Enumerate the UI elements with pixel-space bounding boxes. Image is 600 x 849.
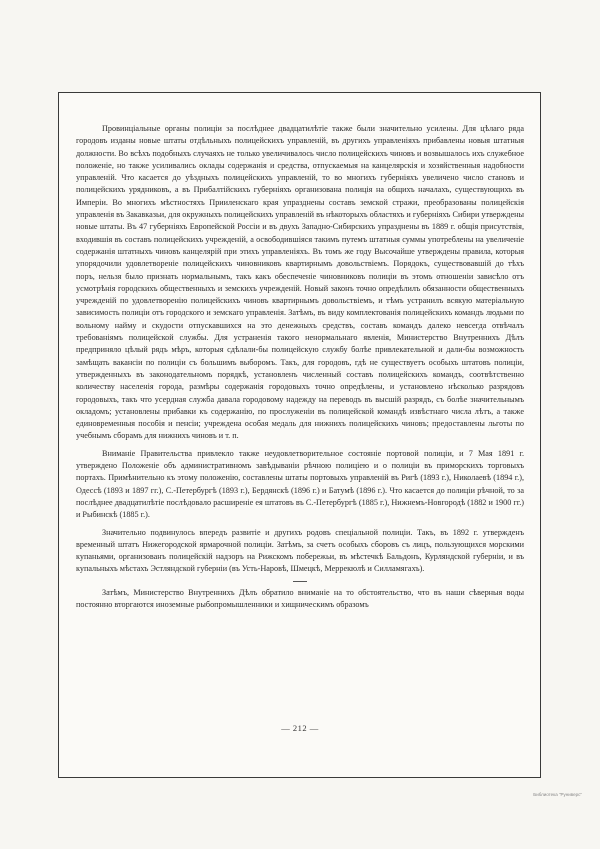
paragraph-special-police: Значительно подвинулось впередъ развитіе и другихъ родовъ спеціальной полиціи. Такъ, въ 1892 г. утвержденъ временный штатъ Нижегородской ярмарочной полиціи. Затѣмъ, за счетъ особыхъ сборовъ съ лицъ, пользующихся морскими купаньями, организованъ полицейскій надзоръ на Рижскомъ побережьи, въ мѣстечкѣ Бальдонъ, Курляндской губерніи, и въ купальныхъ мѣстахъ Эстляндской губерніи (въ Усть-Наровѣ, Шмецкѣ, Меррекюлѣ и Силламягахъ). — [76, 527, 524, 574]
paragraph-northern-waters: Затѣмъ, Министерство Внутреннихъ Дѣлъ обратило вниманіе на то обстоятельство, что въ наши сѣверныя воды постоянно вторгаются иноземные рыбопромышленники и хищническимъ образомъ — [76, 587, 524, 609]
paragraph-provincial-police: Провинціальные органы полиціи за послѣднее двадцатилѣтіе также были значительно усилены. Для цѣлаго ряда городовъ изданы новые штаты отдѣльныхъ полицейскихъ управленій, въ другихъ управленіяхъ прибавлены новыя штатныя должности. Во всѣхъ подобныхъ случаяхъ не только увеличивалось число полицейскихъ чиновъ и возвышалось ихъ служебное положеніе, но также усиливались оклады содержанія и средства, отпускаемыя на канцелярскія и хозяйственныя надобности управленій. Что касается до уѣздныхъ полицейскихъ управленій, то во многихъ губерніяхъ увеличено число становъ и полицейскихъ урядниковъ, а въ Прибалтійскихъ губерніяхъ организована полиція на общихъ началахъ, существующихъ въ Имперіи. Во многихъ мѣстностяхъ Прииленскаго края упразднены составъ земской стражи, преобразованы полицейскія управленія въ Закавказьи, для окружныхъ полицейскихъ управленій въ нѣкоторыхъ областяхъ и губерніяхъ Сибири утверждены новые штаты. Въ 47 губерніяхъ Европейской Россіи и въ двухъ Западно-Сибирскихъ упразднены въ 1889 г. общія присутствія, входившія въ составъ полицейскихъ учрежденій, а освободившіяся такимъ путемъ штатныя суммы употреблены на увеличеніе содержанія штатныхъ чиновъ канцелярій при этихъ управленіяхъ. Въ томъ же году Высочайше утверждены правила, которыя упорядочили удовлетвореніе полицейскихъ чиновниковъ квартирнымъ довольствіемъ. Порядокъ, существовавшій до тѣхъ поръ, нельзя было признать нормальнымъ, такъ какъ обеспеченіе чиновниковъ полиціи въ этомъ отношеніи зависѣло отъ усмотрѣнія городскихъ общественныхъ и земскихъ учрежденій. Новый законъ точно опредѣлилъ обязанности общественныхъ учрежденій по удовлетворенію полицейскихъ чиновъ квартирнымъ довольствіемъ, и тѣмъ устранилъ всякую матеріальную зависимость полиціи отъ городского и земскаго управленія. Затѣмъ, въ виду комплектованія полицейскихъ командъ людьми по вольному найму и скудости отпускавшихся на это денежныхъ средствъ, составъ командъ далеко невсегда отвѣчалъ требованіямъ полицейской службы. Для устраненія такого ненормальнаго явленія, Министерство Внутреннихъ Дѣлъ предприняло цѣлый рядъ мѣръ, которыя сдѣлали-бы полицейскую службу болѣе привлекательной и дали-бы возможность замѣщать вакансіи по полиціи съ большимъ выборомъ. Такъ, для городовъ, гдѣ не существуетъ особыхъ штатовъ полиціи, утвержденныхъ въ законодательномъ порядкѣ, установленъ численный составъ полицейскихъ командъ, соотвѣтственно количеству населенія города, размѣры содержанія городовыхъ точно опредѣлены, и установлено нѣсколько разрядовъ городовыхъ, такъ что усердная служба давала городовому надежду на переводъ въ высшій разрядъ, съ болѣе значительнымъ окладомъ; установлены прибавки къ содержанію, по прослуженіи въ полицейской командѣ извѣстнаго числа лѣтъ, а также единовременныя пособія и пенсіи; учреждена особая медаль для нижнихъ полицейскихъ чиновъ; предоставлены льготы по учебнымъ сборамъ для нижнихъ чиновъ и т. п. — [76, 124, 524, 441]
section-divider — [293, 581, 307, 582]
page-number: — 212 — — [281, 723, 319, 733]
page-body — [76, 123, 524, 616]
paragraph-port-police: Вниманіе Правительства привлекло также неудовлетворительное состояніе портовой полиціи, и 7 Мая 1891 г. утверждено Положеніе объ административномъ завѣдываніи рѣчною полиціею и о полиціи въ приморскихъ торговыхъ портахъ. Примѣнительно къ этому положенію, составлены штаты портовыхъ управленій въ Ригѣ (1893 г.), Николаевѣ (1894 г.), Одессѣ (1893 и 1897 гг.), С.-Петербургѣ (1893 г.), Бердянскѣ (1896 г.) и Батумѣ (1896 г.). Что касается до полиціи рѣчной, то за послѣднее двадцатилѣтіе послѣдовало расширеніе ея штатовъ въ С.-Петербургѣ (1885 г.), Нижнемъ-Новгородѣ (1882 и 1900 гг.) и Рыбинскѣ (1885 г.). — [76, 448, 524, 520]
library-watermark: Библиотека "Руниверс" — [533, 792, 582, 797]
